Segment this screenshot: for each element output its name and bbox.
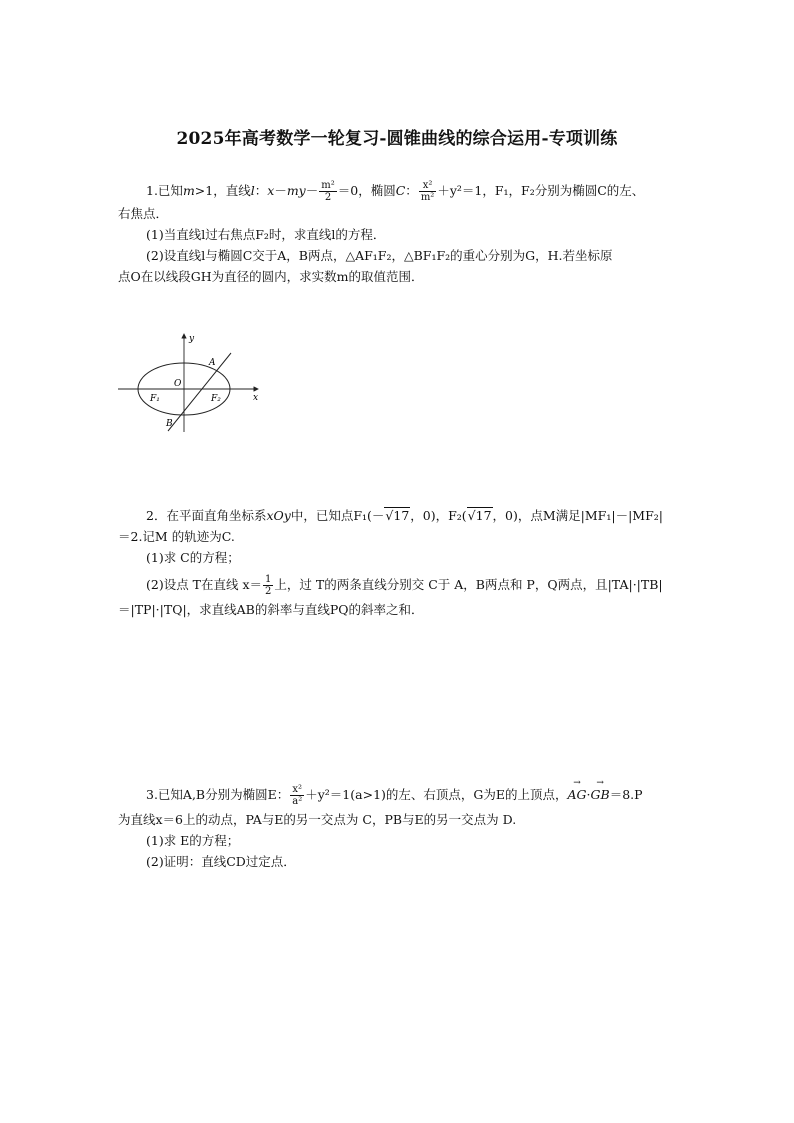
problem-1-question-2-cont: 点O在以线段GH为直径的圆内，求实数m的取值范围． [118,269,424,284]
label-f2: F₂ [211,394,221,404]
problem-1-line-1: 1.已知m>1，直线l：x－my－ $\frac{\text{m²}}{2}$ ＝0，椭圆C： $\frac{\text{x²}}{\text{m²}}$ ＋y²＝1，F₁，F₂分别为椭圆C的左、 [146,180,645,203]
fraction-m2-over-2: $\frac{\text{m²}}{2}$ [321,180,335,203]
page-title: 2025年高考数学一轮复习-圆锥曲线的综合运用-专项训练 [176,129,618,149]
problem-2-line-2: ＝2.记M 的轨迹为C. [118,529,235,544]
label-b: B [166,419,173,429]
problem-2 [118,505,678,620]
fraction-x2-over-a2: $\frac{\text{x²}}{\text{a²}}$ [292,784,303,807]
label-origin: O [174,379,182,389]
problem-1-question-1: (1)当直线l过右焦点F₂时，求直线l的方程． [146,227,386,242]
problem-1-question-2: (2)设直线l与椭圆C交于A，B两点，△AF₁F₂，△BF₁F₂的重心分别为G，H.若坐标原 [146,248,613,263]
fraction-one-half: $\frac{1}{2}$ [265,574,272,597]
problem-3 [118,784,678,872]
vector-ag: → AG [568,784,587,805]
problem-3-question-2: (2)证明：直线CD过定点． [146,854,296,869]
problem-3-line-2: 为直线x＝6上的动点，PA与E的另一交点为 C，PB与E的另一交点为 D. [118,812,517,827]
label-a: A [209,358,216,368]
label-x: x [253,393,259,403]
sqrt-17-b: √17 [467,508,492,523]
problem-2-question-2-cont: ＝|TP|·|TQ|，求直线AB的斜率与直线PQ的斜率之和． [118,602,424,617]
problem-1 [118,180,678,287]
problem-3-line-1: 3.已知A,B分别为椭圆E： $\frac{\text{x²}}{\text{a²}}$ ＋y²＝1(a>1)的左、右顶点，G为E的上顶点，→ AG·→ GB＝8.P [118,784,678,805]
vector-gb: → GB [591,784,610,805]
label-f1: F₁ [150,394,160,404]
problem-2-question-1: (1)求 C的方程； [146,550,240,565]
problem-3-question-1: (1)求 E的方程； [146,833,240,848]
problem-1-line-2: 右焦点． [118,206,169,221]
label-y: y [189,334,195,344]
fraction-x2-over-m2: $\frac{\text{x²}}{\text{m²}}$ [420,180,435,203]
problem-2-line-1: 2．在平面直角坐标系xOy中，已知点F₁(－√17，0)，F₂(√17，0)，点M满足|MF₁|－|MF₂| [146,508,663,523]
problem-2-question-2: (2)设点 T在直线 x＝ $\frac{1}{2}$ 上，过 T的两条直线分别交 C于 A，B两点和 P，Q两点，且|TA|·|TB| [146,574,663,597]
ellipse-figure [110,328,270,440]
sqrt-17: √17 [385,508,410,523]
